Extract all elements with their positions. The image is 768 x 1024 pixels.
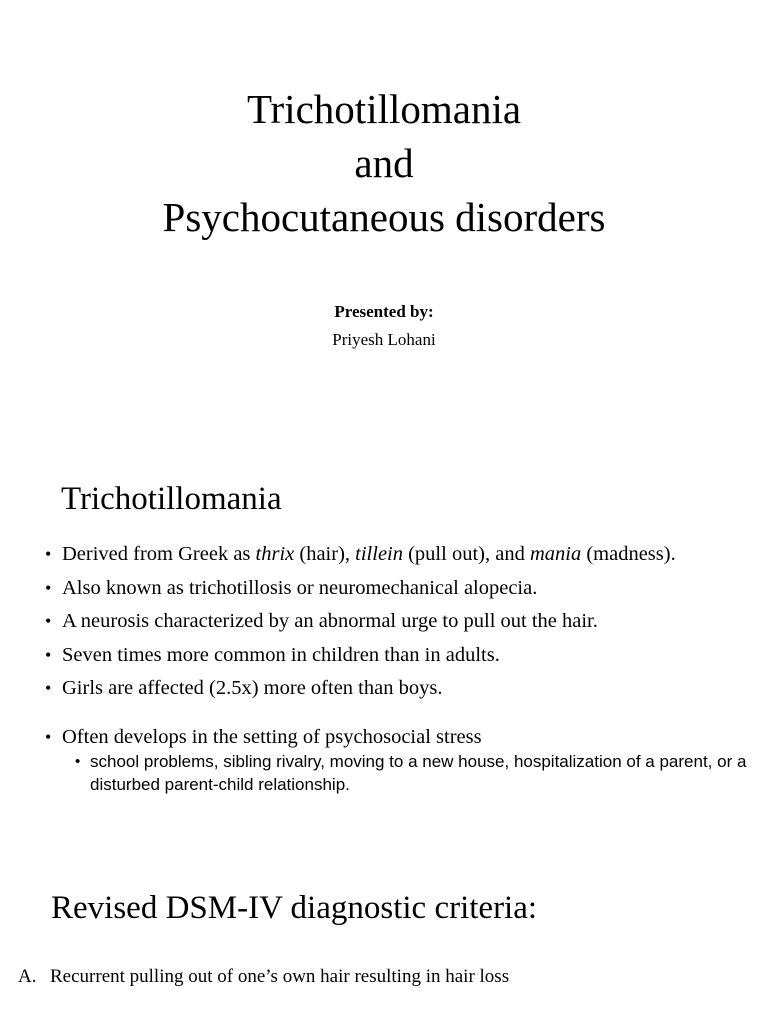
bullet-item: • Seven times more common in children than in adults. xyxy=(45,642,755,668)
trichotillomania-slide xyxy=(0,455,768,845)
bullet-item xyxy=(45,541,755,567)
bullet-item: • Also known as trichotillosis or neuromechanical alopecia. xyxy=(45,575,755,601)
bullet-item xyxy=(45,724,755,796)
bullet-text: (pull out), and xyxy=(402,543,530,565)
slide-title xyxy=(0,82,768,244)
bullet-text: (hair), xyxy=(294,543,356,565)
slide-heading: Revised DSM-IV diagnostic criteria: xyxy=(51,890,538,926)
title-slide xyxy=(0,0,768,420)
criterion-text: Recurrent pulling out of one’s own hair resulting in hair loss xyxy=(50,966,510,987)
sub-bullet-list xyxy=(75,750,755,796)
title-line: Trichotillomania xyxy=(246,86,522,132)
sub-bullet-item: • school problems, sibling rivalry, moving to a new house, hospitalization of a parent, or a disturbed parent-child relationship. xyxy=(75,750,755,796)
presenter-name: Priyesh Lohani xyxy=(332,330,436,349)
slide-heading: Trichotillomania xyxy=(61,481,282,517)
term-tillein: tillein xyxy=(355,543,403,565)
bullet-text: Derived from Greek as xyxy=(62,543,256,565)
bullet-item: • Girls are affected (2.5x) more often than boys. xyxy=(45,675,755,701)
presented-by-label: Presented by: xyxy=(334,302,434,321)
criterion-item xyxy=(18,966,509,988)
dsm-criteria-slide xyxy=(0,880,768,1024)
bullet-text: Often develops in the setting of psychosocial stress xyxy=(62,726,482,748)
term-mania: mania xyxy=(529,543,582,565)
bullet-item: • A neurosis characterized by an abnormal urge to pull out the hair. xyxy=(45,608,755,634)
title-line: and xyxy=(354,140,414,186)
criterion-marker: A. xyxy=(18,966,37,987)
bullet-text: (madness). xyxy=(581,543,676,565)
bullet-list xyxy=(45,541,755,804)
term-thrix: thrix xyxy=(255,543,295,565)
title-line: Psychocutaneous disorders xyxy=(162,194,606,240)
